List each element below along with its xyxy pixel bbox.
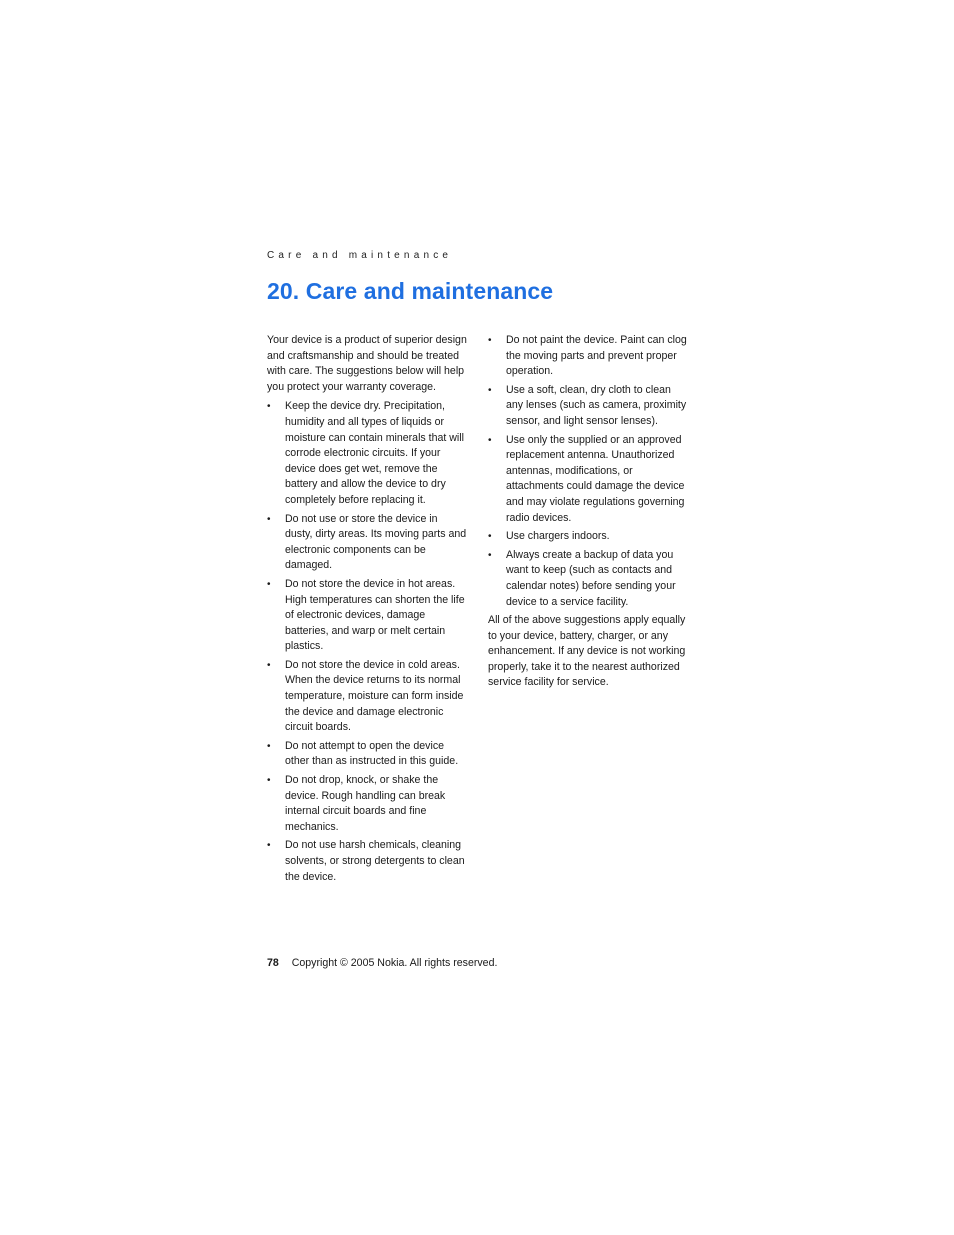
- list-item: [267, 512, 467, 574]
- page-footer: [267, 957, 497, 969]
- bullet-icon: •: [488, 384, 492, 396]
- list-item-text: Do not use harsh chemicals, cleaning solvents, or strong detergents to clean the device.: [285, 839, 465, 883]
- right-bullet-list: [488, 333, 688, 610]
- list-item-text: Do not drop, knock, or shake the device. Rough handling can break internal circuit boards and fine mechanics.: [285, 774, 446, 833]
- running-header: Care and maintenance: [267, 250, 453, 261]
- bullet-icon: •: [267, 401, 271, 413]
- closing-paragraph: All of the above suggestions apply equally to your device, battery, charger, or any enhancement. If any device is not working properly, take it to the nearest authorized service facility for service.: [488, 614, 686, 689]
- list-item: [267, 739, 467, 770]
- list-item: [488, 529, 688, 545]
- list-item: [267, 399, 467, 508]
- right-column: [488, 333, 688, 695]
- bullet-icon: •: [267, 740, 271, 752]
- copyright-notice: Copyright © 2005 Nokia. All rights reserved.: [291, 957, 498, 969]
- chapter-title: 20. Care and maintenance: [267, 278, 554, 304]
- list-item-text: Keep the device dry. Precipitation, humidity and all types of liquids or moisture can contain minerals that will corrode electronic circuits. If your device does get wet, remove the battery and allow the device to dry completely before replacing it.: [285, 400, 464, 506]
- list-item-text: Do not store the device in hot areas. High temperatures can shorten the life of electronic devices, damage batteries, and warp or melt certain plastics.: [285, 577, 465, 653]
- bullet-icon: •: [267, 659, 271, 671]
- left-bullet-list: [267, 399, 467, 885]
- list-item-text: Do not paint the device. Paint can clog the moving parts and prevent proper operation.: [506, 334, 687, 378]
- list-item: [267, 658, 467, 736]
- list-item-text: Use only the supplied or an approved replacement antenna. Unauthorized antennas, modifications, or attachments could damage the device and may violate regulations governing radio devices.: [506, 433, 685, 524]
- list-item: [267, 773, 467, 835]
- list-item-text: Use chargers indoors.: [506, 530, 610, 543]
- bullet-icon: •: [488, 434, 492, 446]
- list-item: [267, 838, 467, 885]
- list-item-text: Do not store the device in cold areas. When the device returns to its normal temperature, moisture can form inside the device and damage electronic circuit boards.: [285, 658, 464, 734]
- list-item: [488, 383, 688, 430]
- bullet-icon: •: [488, 549, 492, 561]
- list-item-text: Always create a backup of data you want to keep (such as contacts and calendar notes) before sending your device to a service facility.: [506, 548, 676, 608]
- list-item-text: Use a soft, clean, dry cloth to clean any lenses (such as camera, proximity sensor, and light sensor lenses).: [506, 383, 687, 427]
- bullet-icon: •: [267, 775, 271, 787]
- list-item-text: Do not use or store the device in dusty, dirty areas. Its moving parts and electronic components can be damaged.: [285, 512, 467, 572]
- list-item: [488, 548, 688, 610]
- bullet-icon: •: [267, 513, 271, 525]
- list-item: [488, 333, 688, 380]
- list-item-text: Do not attempt to open the device other than as instructed in this guide.: [285, 739, 459, 768]
- page-number: 78: [267, 957, 279, 969]
- intro-paragraph: Your device is a product of superior design and craftsmanship and should be treated with care. The suggestions below will help you protect your warranty coverage.: [267, 334, 467, 393]
- bullet-icon: •: [267, 578, 271, 590]
- bullet-icon: •: [488, 531, 492, 543]
- bullet-icon: •: [267, 840, 271, 852]
- left-column: [267, 333, 467, 888]
- bullet-icon: •: [488, 335, 492, 346]
- list-item: [488, 433, 688, 527]
- list-item: [267, 577, 467, 655]
